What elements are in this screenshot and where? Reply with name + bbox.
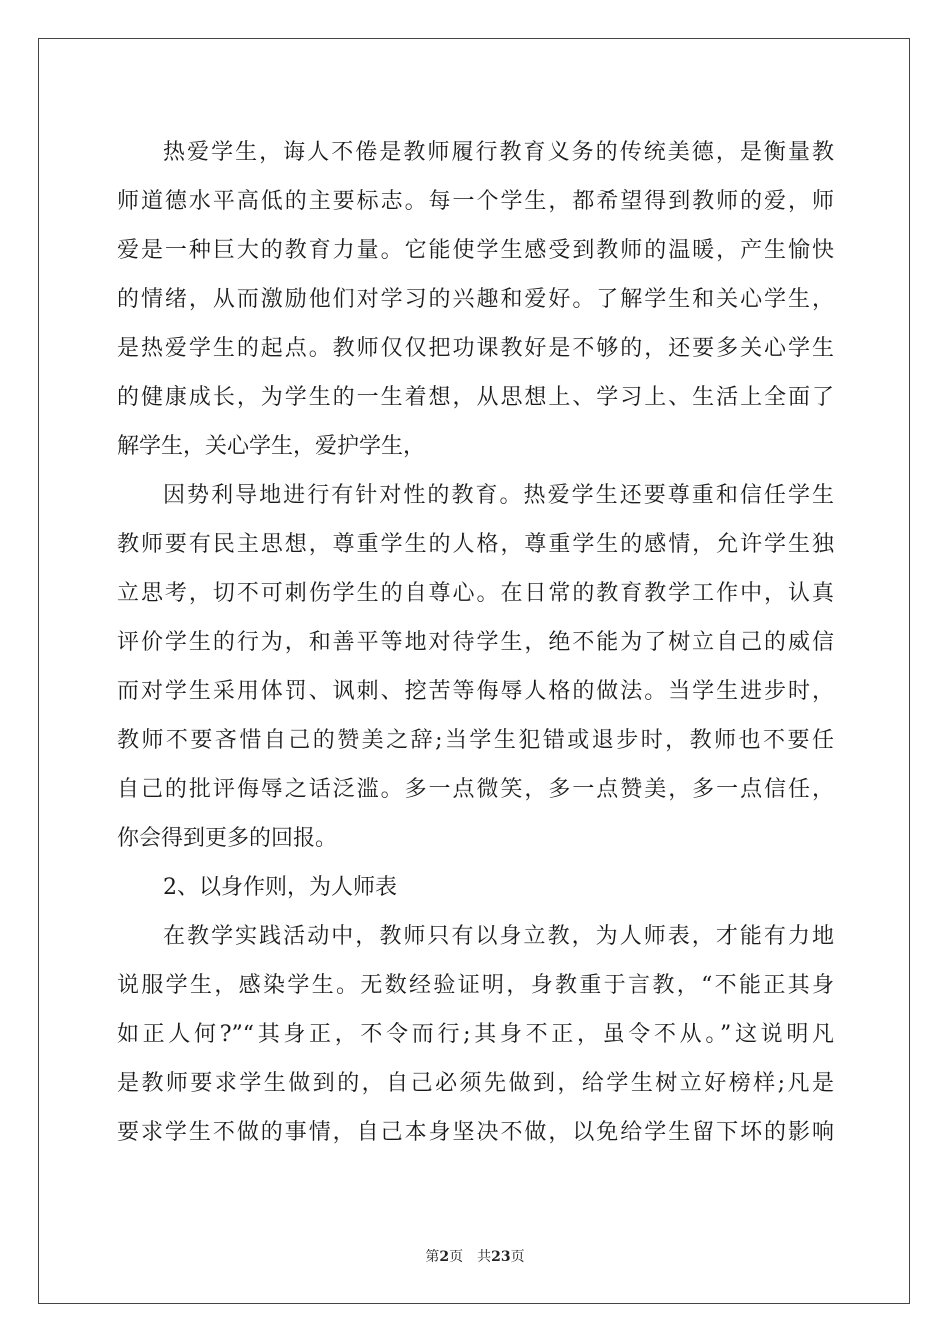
paragraph-line: 的健康成长，为学生的一生着想，从思想上、学习上、生活上全面了: [117, 385, 834, 410]
paragraph-line: 是热爱学生的起点。教师仅仅把功课教好是不够的，还要多关心学生: [117, 336, 834, 361]
total-unit: 页: [510, 1249, 525, 1265]
paragraph-line: 评价学生的行为，和善平等地对待学生，绝不能为了树立自己的威信: [117, 630, 834, 655]
page-current: 2: [439, 1249, 450, 1265]
paragraph-line: 的情绪，从而激励他们对学习的兴趣和爱好。了解学生和关心学生，: [117, 287, 834, 312]
page-unit: 页: [449, 1249, 464, 1265]
paragraph-line: 因势利导地进行有针对性的教育。热爱学生还要尊重和信任学生: [163, 483, 834, 508]
paragraph-line: 你会得到更多的回报。: [117, 826, 338, 851]
total-prefix: 共: [477, 1249, 492, 1265]
paragraph-line: 解学生，关心学生，爱护学生，: [117, 434, 426, 459]
paragraph-line: 说服学生，感染学生。无数经验证明，身教重于言教，“不能正其身: [117, 973, 834, 998]
paragraph-line: 如正人何?”“其身正，不令而行;其身不正，虽令不从。”这说明凡: [117, 1022, 834, 1047]
page-prefix: 第: [425, 1249, 440, 1265]
paragraph-line: 而对学生采用体罚、讽刺、挖苦等侮辱人格的做法。当学生进步时，: [117, 679, 834, 704]
paragraph-line: 立思考，切不可刺伤学生的自尊心。在日常的教育教学工作中，认真: [117, 581, 834, 606]
paragraph-line: 师道德水平高低的主要标志。每一个学生，都希望得到教师的爱，师: [117, 189, 834, 214]
paragraph-line: 要求学生不做的事情，自己本身坚决不做，以免给学生留下坏的影响: [117, 1120, 834, 1145]
paragraph-line: 热爱学生，诲人不倦是教师履行教育义务的传统美德，是衡量教: [163, 140, 834, 165]
page-footer: [0, 1246, 950, 1266]
paragraph-line: 爱是一种巨大的教育力量。它能使学生感受到教师的温暖，产生愉快: [117, 238, 834, 263]
page-total: 23: [491, 1249, 511, 1265]
paragraph-line: 在教学实践活动中，教师只有以身立教，为人师表，才能有力地: [163, 924, 834, 949]
paragraph-line: 是教师要求学生做到的，自己必须先做到，给学生树立好榜样;凡是: [117, 1071, 834, 1096]
paragraph-line: 自己的批评侮辱之话泛滥。多一点微笑，多一点赞美，多一点信任，: [117, 777, 834, 802]
section-heading: 2、以身作则，为人师表: [163, 875, 397, 900]
paragraph-line: 教师不要吝惜自己的赞美之辞;当学生犯错或退步时，教师也不要任: [117, 728, 834, 753]
document-body: [117, 128, 834, 1157]
paragraph-line: 教师要有民主思想，尊重学生的人格，尊重学生的感情，允许学生独: [117, 532, 834, 557]
